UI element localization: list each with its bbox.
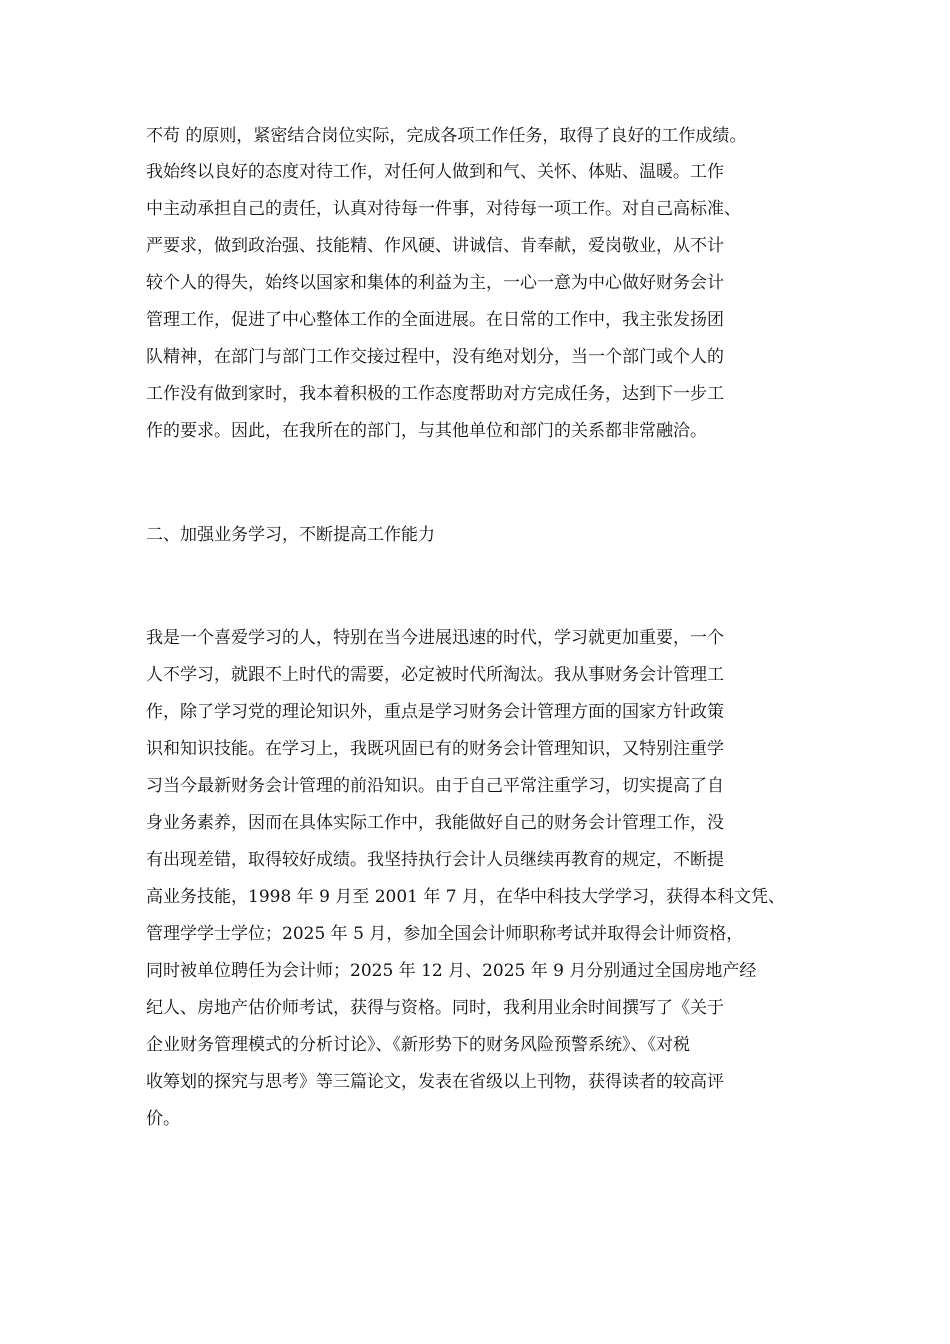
- section-heading: 二、加强业务学习，不断提高工作能力: [146, 525, 435, 545]
- text-line: 企业财务管理模式的分析讨论》、《新形势下的财务风险预警系统》、《对税: [146, 1035, 690, 1055]
- text-line: 高业务技能，1998 年 9 月至 2001 年 7 月，在华中科技大学学习，获得本科文凭、: [146, 887, 785, 907]
- text-line: 中主动承担自己的责任，认真对待每一件事，对待每一项工作。对自己高标准、: [146, 199, 741, 219]
- text-line: 较个人的得失，始终以国家和集体的利益为主，一心一意为中心做好财务会计: [146, 273, 724, 293]
- text-line: 习当今最新财务会计管理的前沿知识。由于自己平常注重学习，切实提高了自: [146, 776, 724, 796]
- text-line: 收筹划的探究与思考》等三篇论文，发表在省级以上刊物，获得读者的较高评: [146, 1072, 724, 1092]
- text-line: 价。: [146, 1109, 180, 1129]
- text-line: 作的要求。因此，在我所在的部门，与其他单位和部门的关系都非常融洽。: [146, 421, 707, 441]
- text-line: 作，除了学习党的理论知识外，重点是学习财务会计管理方面的国家方针政策: [146, 702, 724, 722]
- text-line: 有出现差错，取得较好成绩。我坚持执行会计人员继续再教育的规定，不断提: [146, 850, 724, 870]
- text-line: 严要求，做到政治强、技能精、作风硬、讲诚信、肯奉献，爱岗敬业，从不计: [146, 236, 724, 256]
- text-line: 纪人、房地产估价师考试，获得与资格。同时，我利用业余时间撰写了《关于: [146, 998, 724, 1018]
- text-line: 不苟 的原则，紧密结合岗位实际，完成各项工作任务，取得了良好的工作成绩。: [146, 126, 747, 146]
- text-line: 身业务素养，因而在具体实际工作中，我能做好自己的财务会计管理工作，没: [146, 813, 724, 833]
- text-line: 队精神，在部门与部门工作交接过程中，没有绝对划分，当一个部门或个人的: [146, 347, 724, 367]
- text-line: 我是一个喜爱学习的人，特别在当今进展迅速的时代，学习就更加重要，一个: [146, 628, 724, 648]
- text-line: 人不学习，就跟不上时代的需要，必定被时代所淘汰。我从事财务会计管理工: [146, 665, 724, 685]
- text-line: 管理工作，促进了中心整体工作的全面进展。在日常的工作中，我主张发扬团: [146, 310, 724, 330]
- text-line: 管理学学士学位；2025 年 5 月，参加全国会计师职称考试并取得会计师资格，: [146, 924, 744, 944]
- text-line: 工作没有做到家时，我本着积极的工作态度帮助对方完成任务，达到下一步工: [146, 384, 724, 404]
- text-line: 我始终以良好的态度对待工作，对任何人做到和气、关怀、体贴、温暖。工作: [146, 162, 724, 182]
- text-line: 同时被单位聘任为会计师；2025 年 12 月、2025 年 9 月分别通过全国房地产经: [146, 961, 757, 981]
- text-line: 识和知识技能。在学习上，我既巩固已有的财务会计管理知识，又特别注重学: [146, 739, 724, 759]
